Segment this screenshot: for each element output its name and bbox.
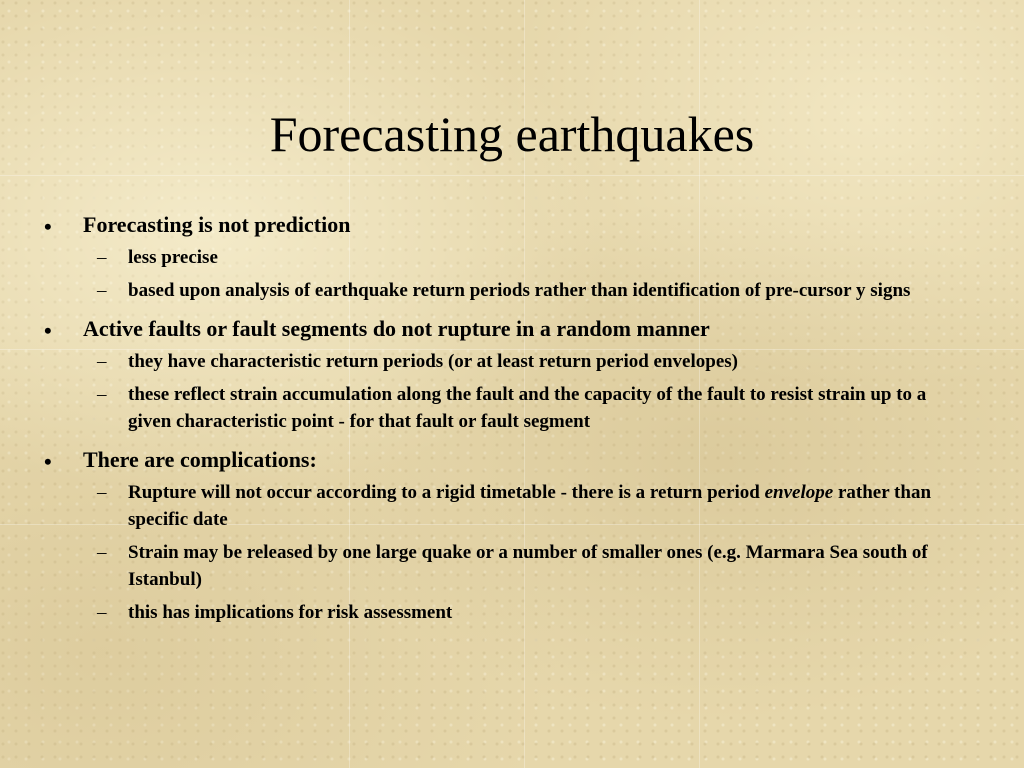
bullet-icon: • bbox=[44, 449, 52, 474]
dash-icon: – bbox=[97, 280, 107, 301]
slide-body bbox=[40, 210, 960, 636]
bullet-text: There are complications: bbox=[83, 447, 317, 472]
dash-icon: – bbox=[97, 602, 107, 623]
bullet-item bbox=[40, 314, 960, 435]
sub-bullet-list bbox=[83, 479, 960, 626]
sub-bullet-item bbox=[83, 539, 960, 593]
sub-bullet-item bbox=[83, 244, 960, 271]
sub-bullet-list bbox=[83, 348, 960, 435]
dash-icon: – bbox=[97, 351, 107, 372]
bullet-icon: • bbox=[44, 214, 52, 239]
sub-bullet-text: based upon analysis of earthquake return periods rather than identification of pre-cursor y signs bbox=[128, 280, 911, 301]
sub-bullet-text: this has implications for risk assessment bbox=[128, 602, 453, 623]
bullet-item bbox=[40, 210, 960, 304]
sub-bullet-text-part: rather than specific date bbox=[128, 482, 932, 530]
bullet-icon: • bbox=[44, 318, 52, 343]
sub-bullet-text: these reflect strain accumulation along the fault and the capacity of the fault to resist strain up to a given characteristic point - for that fault or fault segment bbox=[128, 384, 927, 432]
bullet-text: Forecasting is not prediction bbox=[83, 212, 351, 237]
dash-icon: – bbox=[97, 542, 107, 563]
bullet-item bbox=[40, 445, 960, 626]
sub-bullet-text: less precise bbox=[128, 247, 218, 268]
sub-bullet-item bbox=[83, 277, 960, 304]
emphasized-word: envelope bbox=[764, 482, 834, 503]
sub-bullet-text: Strain may be released by one large quake or a number of smaller ones (e.g. Marmara Sea south of Istanbul) bbox=[128, 542, 928, 590]
sub-bullet-item bbox=[83, 599, 960, 626]
dash-icon: – bbox=[97, 384, 107, 405]
sub-bullet-item bbox=[83, 348, 960, 375]
slide-title: Forecasting earthquakes bbox=[269, 106, 755, 162]
texture-seam bbox=[0, 175, 1024, 176]
dash-icon: – bbox=[97, 247, 107, 268]
sub-bullet-text-part: Rupture will not occur according to a rigid timetable - there is a return period bbox=[128, 482, 765, 503]
sub-bullet-text bbox=[128, 482, 931, 530]
sub-bullet-item bbox=[83, 479, 960, 533]
sub-bullet-text: they have characteristic return periods (or at least return period envelopes) bbox=[128, 351, 738, 372]
bullet-list bbox=[40, 210, 960, 626]
dash-icon: – bbox=[97, 482, 107, 503]
sub-bullet-item bbox=[83, 381, 960, 435]
sub-bullet-list bbox=[83, 244, 960, 304]
bullet-text: Active faults or fault segments do not rupture in a random manner bbox=[83, 316, 710, 341]
